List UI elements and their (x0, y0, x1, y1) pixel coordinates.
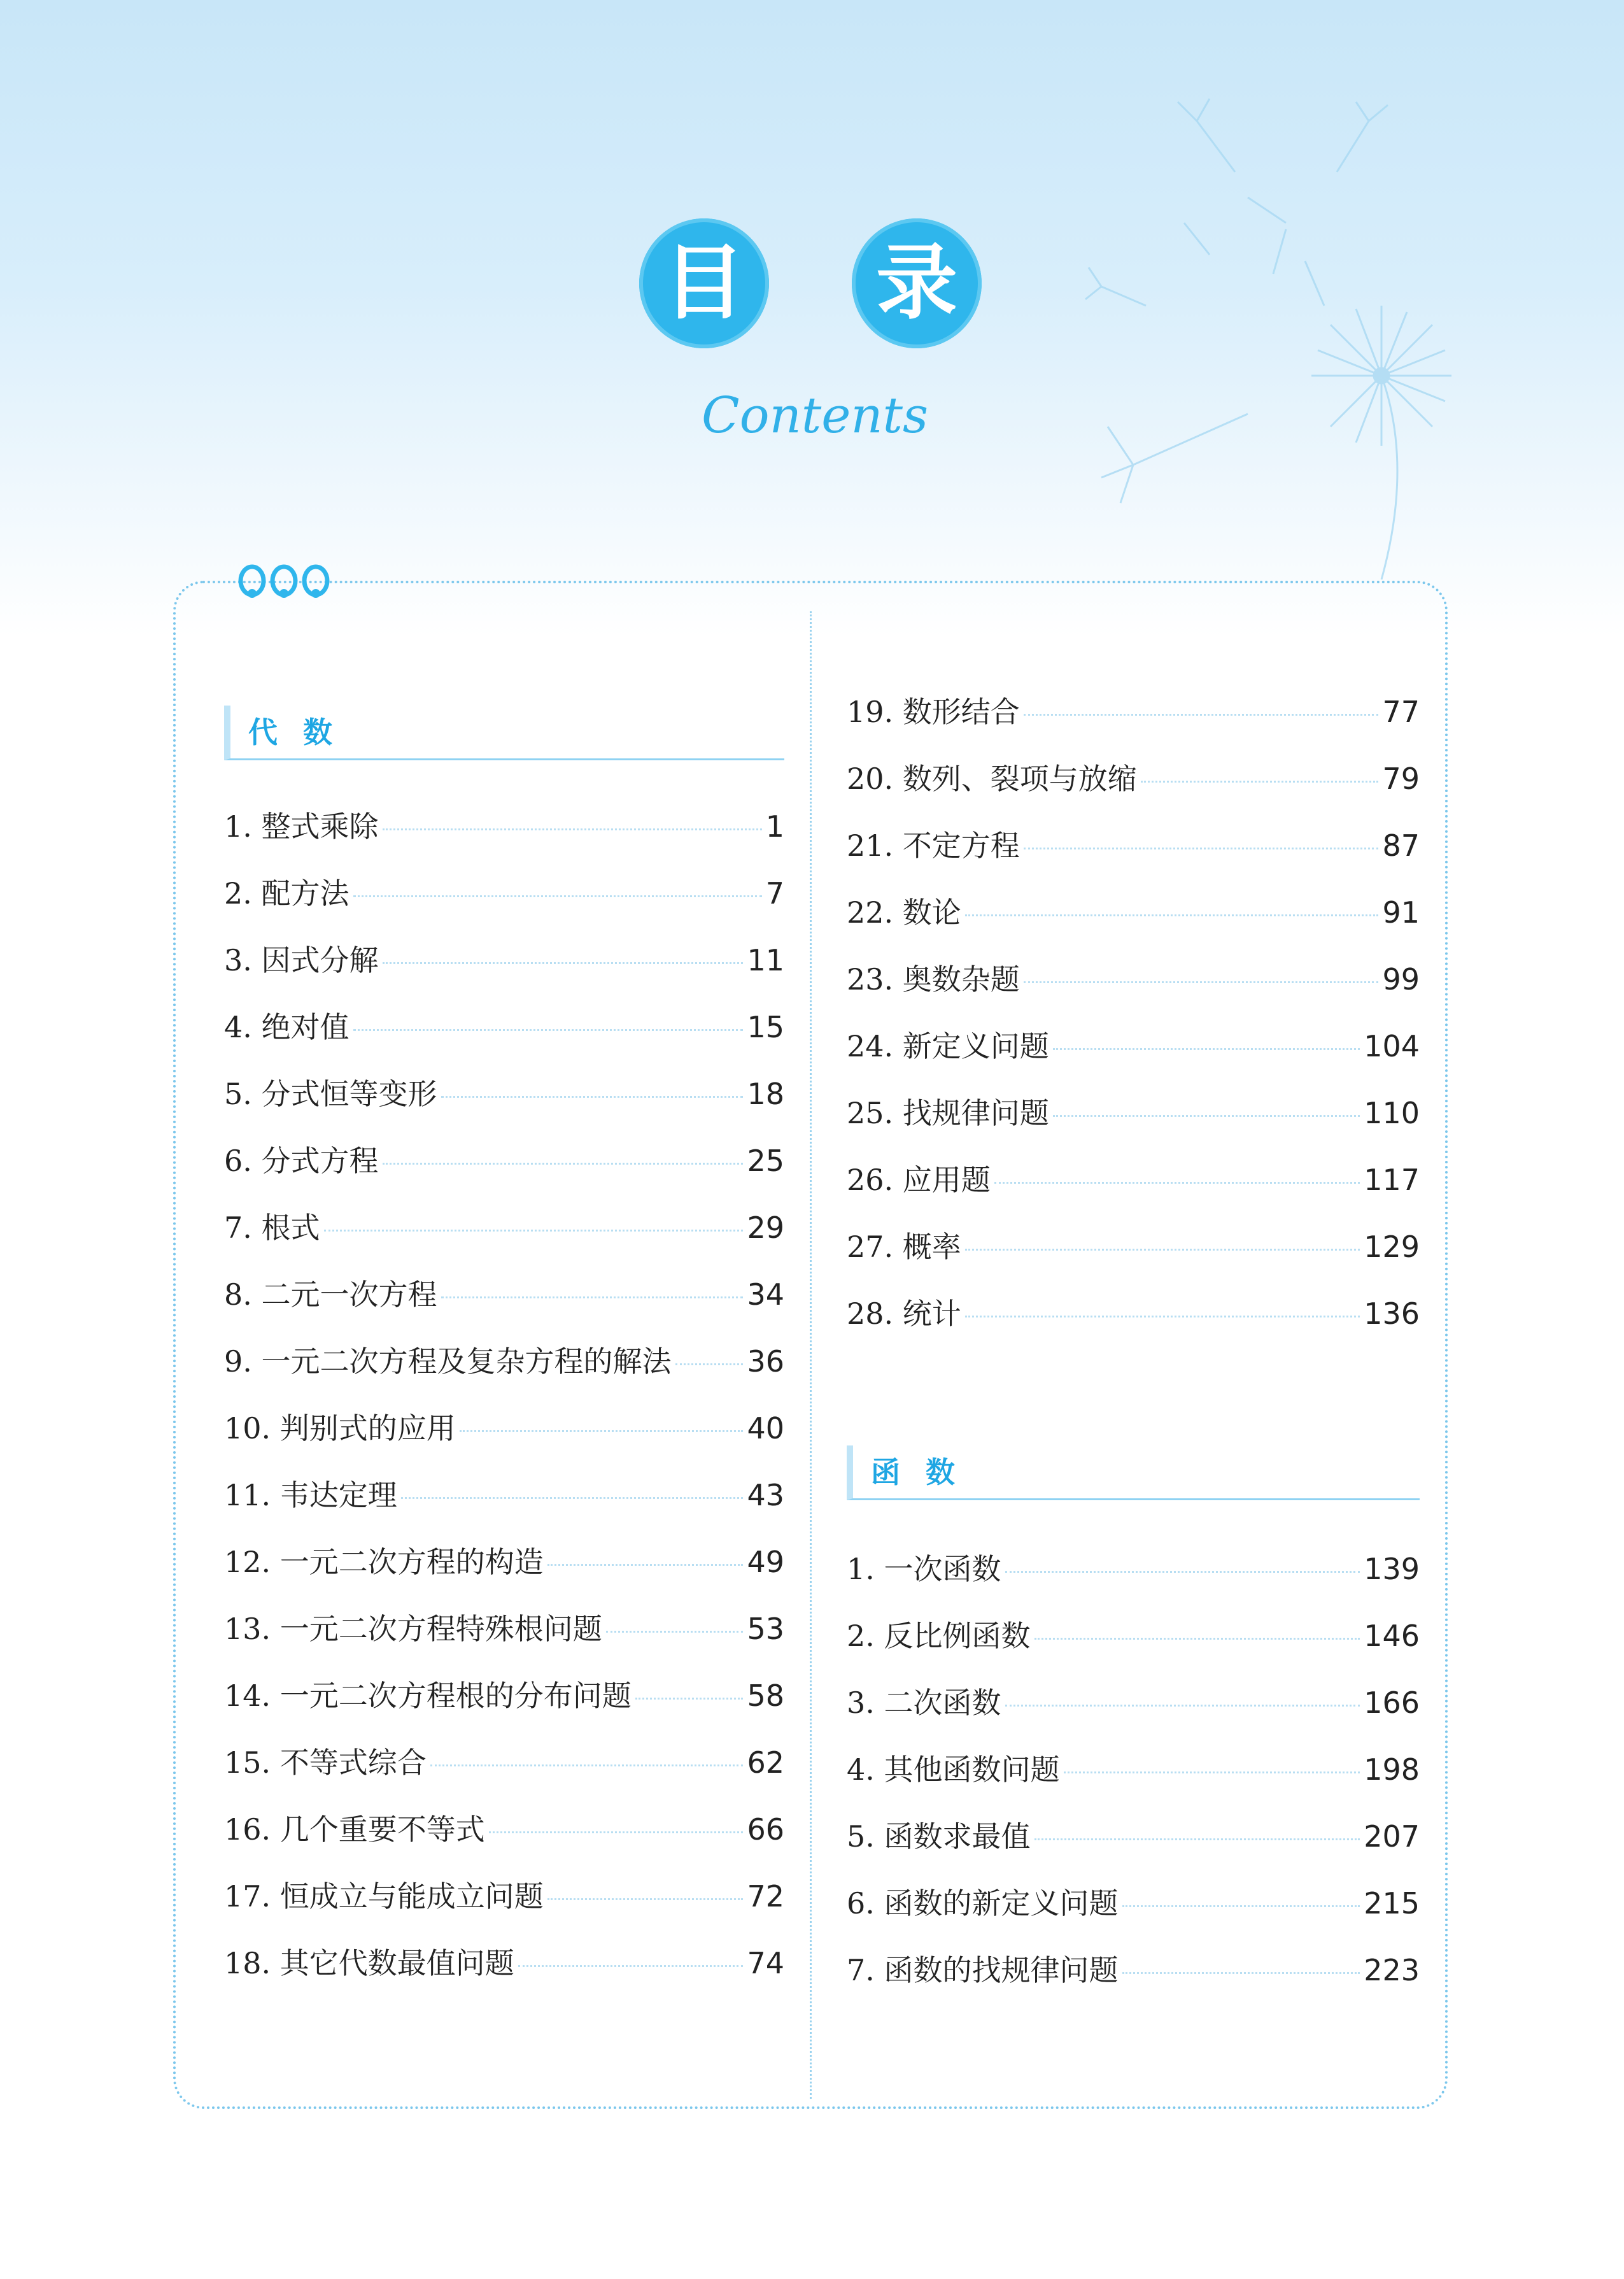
toc-entry[interactable] (847, 890, 1420, 956)
toc-entry[interactable] (224, 1472, 784, 1539)
toc-entry-page: 25 (747, 1144, 784, 1178)
toc-right-column (847, 689, 1420, 2014)
toc-entry-label: 27. 概率 (847, 1230, 961, 1264)
leader-dots (1053, 1115, 1360, 1117)
toc-entry-label: 2. 配方法 (224, 876, 350, 911)
toc-entry-page: 1 (765, 809, 784, 844)
toc-entry-label: 4. 其他函数问题 (847, 1752, 1060, 1787)
leader-dots (383, 962, 744, 964)
toc-entry-page: 62 (747, 1745, 784, 1780)
leader-dots (547, 1898, 744, 1900)
leader-dots (1024, 981, 1379, 983)
leader-dots (1034, 1838, 1360, 1840)
toc-entry-page: 117 (1364, 1163, 1420, 1197)
toc-entry[interactable] (224, 937, 784, 1004)
toc-entry-page: 104 (1364, 1029, 1420, 1063)
toc-entry-label: 3. 因式分解 (224, 943, 379, 977)
toc-entry-label: 8. 二元一次方程 (224, 1277, 437, 1312)
dandelion-illustration (1082, 96, 1496, 599)
toc-entry[interactable] (847, 1023, 1420, 1090)
contents-subtitle: Contents (702, 387, 928, 444)
toc-entry-page: 49 (747, 1545, 784, 1579)
toc-entry[interactable] (224, 1673, 784, 1740)
toc-entry-label: 1. 一次函数 (847, 1552, 1001, 1586)
toc-entry-page: 91 (1382, 895, 1420, 930)
leader-dots (441, 1296, 744, 1298)
toc-entry-label: 28. 统计 (847, 1296, 961, 1331)
toc-entry-page: 207 (1364, 1819, 1420, 1854)
toc-entry-label: 16. 几个重要不等式 (224, 1812, 485, 1847)
toc-entry[interactable] (224, 1740, 784, 1807)
toc-entry-page: 77 (1382, 695, 1420, 729)
binder-rings-icon (237, 560, 331, 607)
toc-entry[interactable] (224, 1205, 784, 1272)
toc-entry-page: 36 (747, 1344, 784, 1379)
toc-entry-label: 5. 分式恒等变形 (224, 1077, 437, 1111)
toc-entry-label: 26. 应用题 (847, 1163, 991, 1197)
toc-entry-page: 146 (1364, 1619, 1420, 1653)
toc-entry[interactable] (224, 1873, 784, 1940)
toc-entry[interactable] (847, 756, 1420, 823)
toc-entry-label: 14. 一元二次方程根的分布问题 (224, 1679, 632, 1713)
leader-dots (353, 1029, 744, 1031)
leader-dots (1053, 1048, 1360, 1050)
toc-entry-label: 1. 整式乘除 (224, 809, 379, 844)
toc-entry[interactable] (847, 1814, 1420, 1880)
toc-entry[interactable] (847, 1090, 1420, 1157)
toc-entry-label: 18. 其它代数最值问题 (224, 1946, 514, 1980)
toc-entry-page: 139 (1364, 1552, 1420, 1586)
toc-entry[interactable] (224, 1338, 784, 1405)
toc-entry[interactable] (224, 1272, 784, 1338)
toc-entry-page: 129 (1364, 1230, 1420, 1264)
toc-entry-page: 72 (747, 1879, 784, 1913)
toc-entry-page: 87 (1382, 828, 1420, 863)
leader-dots (383, 828, 762, 830)
column-divider (810, 611, 812, 2099)
toc-entry-label: 23. 奥数杂题 (847, 962, 1020, 997)
toc-entry-label: 9. 一元二次方程及复杂方程的解法 (224, 1344, 672, 1379)
toc-entry[interactable] (224, 1539, 784, 1606)
toc-entry-label: 7. 根式 (224, 1210, 320, 1245)
leader-dots (1005, 1705, 1360, 1707)
leader-dots (324, 1230, 744, 1232)
section-heading-functions: 函数 (847, 1445, 1420, 1500)
toc-entry[interactable] (224, 1071, 784, 1138)
toc-entry[interactable] (224, 1405, 784, 1472)
toc-entry-page: 29 (747, 1210, 784, 1245)
toc-entry-page: 215 (1364, 1886, 1420, 1920)
leader-dots (441, 1096, 744, 1098)
toc-entry[interactable] (224, 804, 784, 870)
algebra-list (224, 804, 784, 2007)
toc-entry-page: 223 (1364, 1953, 1420, 1987)
toc-entry-page: 34 (747, 1277, 784, 1312)
toc-entry-page: 110 (1364, 1096, 1420, 1130)
toc-entry-label: 6. 函数的新定义问题 (847, 1886, 1119, 1920)
toc-entry-label: 6. 分式方程 (224, 1144, 379, 1178)
toc-entry[interactable] (224, 870, 784, 937)
toc-entry[interactable] (847, 1291, 1420, 1358)
toc-entry-label: 22. 数论 (847, 895, 961, 930)
leader-dots (635, 1698, 744, 1700)
toc-entry-page: 43 (747, 1478, 784, 1512)
toc-entry-page: 40 (747, 1411, 784, 1445)
toc-entry[interactable] (847, 1613, 1420, 1680)
toc-entry-label: 3. 二次函数 (847, 1686, 1001, 1720)
leader-dots (965, 914, 1379, 916)
toc-entry-label: 12. 一元二次方程的构造 (224, 1545, 544, 1579)
toc-entry-page: 79 (1382, 762, 1420, 796)
leader-dots (994, 1182, 1360, 1184)
toc-entry[interactable] (847, 1747, 1420, 1814)
toc-entry[interactable] (224, 1940, 784, 2007)
toc-entry-page: 198 (1364, 1752, 1420, 1787)
toc-entry[interactable] (224, 1807, 784, 1873)
title-char-lu: 录 (852, 218, 982, 348)
leader-dots (353, 895, 762, 897)
toc-entry-label: 20. 数列、裂项与放缩 (847, 762, 1137, 796)
functions-list (847, 1546, 1420, 2014)
toc-entry[interactable] (847, 1546, 1420, 1613)
leader-dots (1005, 1571, 1360, 1573)
toc-entry-label: 24. 新定义问题 (847, 1029, 1049, 1063)
leader-dots (1122, 1972, 1360, 1974)
toc-entry-page: 66 (747, 1812, 784, 1847)
toc-entry-label: 15. 不等式综合 (224, 1745, 427, 1780)
toc-entry[interactable] (224, 1004, 784, 1071)
leader-dots (1024, 714, 1379, 716)
toc-entry-label: 2. 反比例函数 (847, 1619, 1031, 1653)
algebra-list-continued (847, 689, 1420, 1358)
toc-entry-page: 18 (747, 1077, 784, 1111)
leader-dots (518, 1965, 744, 1967)
toc-entry-label: 17. 恒成立与能成立问题 (224, 1879, 544, 1913)
toc-entry-label: 10. 判别式的应用 (224, 1411, 456, 1445)
leader-dots (547, 1564, 744, 1566)
toc-entry[interactable] (847, 1880, 1420, 1947)
leader-dots (1034, 1638, 1360, 1640)
toc-entry-page: 15 (747, 1010, 784, 1044)
toc-entry-label: 5. 函数求最值 (847, 1819, 1031, 1854)
toc-entry-label: 21. 不定方程 (847, 828, 1020, 863)
toc-entry[interactable] (847, 1680, 1420, 1747)
toc-entry[interactable] (847, 689, 1420, 756)
toc-entry[interactable] (847, 956, 1420, 1023)
toc-entry-page: 74 (747, 1946, 784, 1980)
leader-dots (401, 1497, 744, 1499)
title-char-mu: 目 (639, 218, 769, 348)
toc-entry-page: 166 (1364, 1686, 1420, 1720)
toc-entry-label: 13. 一元二次方程特殊根问题 (224, 1612, 602, 1646)
leader-dots (460, 1430, 744, 1432)
toc-entry-page: 11 (747, 943, 784, 977)
toc-entry-page: 136 (1364, 1296, 1420, 1331)
leader-dots (675, 1363, 744, 1365)
toc-entry[interactable] (224, 1606, 784, 1673)
toc-entry[interactable] (847, 823, 1420, 890)
leader-dots (430, 1764, 744, 1766)
toc-entry[interactable] (847, 1947, 1420, 2014)
toc-entry-page: 99 (1382, 962, 1420, 997)
leader-dots (1064, 1771, 1360, 1773)
toc-entry-label: 7. 函数的找规律问题 (847, 1953, 1119, 1987)
leader-dots (606, 1631, 744, 1633)
leader-dots (1122, 1905, 1360, 1907)
toc-left-column (224, 706, 784, 2007)
toc-entry-label: 11. 韦达定理 (224, 1478, 397, 1512)
toc-entry[interactable] (847, 1157, 1420, 1224)
toc-entry-label: 4. 绝对值 (224, 1010, 350, 1044)
leader-dots (965, 1316, 1360, 1317)
toc-entry-page: 58 (747, 1679, 784, 1713)
toc-entry[interactable] (847, 1224, 1420, 1291)
leader-dots (965, 1249, 1360, 1251)
leader-dots (1141, 781, 1379, 783)
leader-dots (383, 1163, 744, 1165)
leader-dots (1024, 848, 1379, 849)
functions-section (847, 1445, 1420, 2014)
section-heading-algebra: 代数 (224, 706, 784, 760)
toc-entry-label: 19. 数形结合 (847, 695, 1020, 729)
leader-dots (489, 1831, 744, 1833)
toc-entry-page: 53 (747, 1612, 784, 1646)
toc-entry-label: 25. 找规律问题 (847, 1096, 1049, 1130)
toc-entry-page: 7 (765, 876, 784, 911)
toc-entry[interactable] (224, 1138, 784, 1205)
